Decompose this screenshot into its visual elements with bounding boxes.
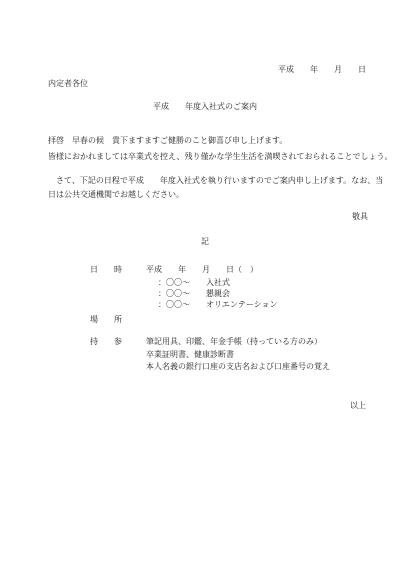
greeting-line: 皆様におかれましては卒業式を控え、残り僅かな学生生活を満喫されておられることでしょう。 xyxy=(48,152,393,161)
body-paragraph-line: さて、下記の日程で平成 年度入社式を執り行いますのでご案内申し上げます。なお、当 xyxy=(48,176,384,185)
date-label: 日 時 xyxy=(90,265,122,274)
schedule-item: ：〇〇～ オリエンテーション xyxy=(158,300,278,309)
recipient: 内定者各位 xyxy=(48,79,88,88)
greeting-line: 拝啓 早春の候 貴下ますますご健勝のこと御喜び申し上げます。 xyxy=(48,136,288,145)
bring-label: 持 参 xyxy=(90,337,122,346)
end-mark: 以上 xyxy=(350,401,366,410)
closing-keigu: 敬具 xyxy=(352,212,368,221)
date-value: 平成 年 月 日（ ） xyxy=(146,265,258,274)
letter-subject: 平成 年度入社式のご案内 xyxy=(153,102,257,111)
place-label: 場 所 xyxy=(90,315,122,324)
schedule-item: ：〇〇～ 懇親会 xyxy=(158,289,230,298)
bring-item: 本人名義の銀行口座の支店名および口座番号の覚え xyxy=(146,362,330,371)
bring-item: 筆記用具、印鑑、年金手帳（持っている方のみ） xyxy=(146,337,322,346)
letter-date: 平成 年 月 日 xyxy=(278,65,366,74)
bring-item: 卒業証明書、健康診断書 xyxy=(146,350,234,359)
schedule-item: ：〇〇～ 入社式 xyxy=(158,278,230,287)
body-paragraph-line: 日は公共交通機関でお越しください。 xyxy=(48,190,184,199)
details-heading: 記 xyxy=(201,237,209,246)
